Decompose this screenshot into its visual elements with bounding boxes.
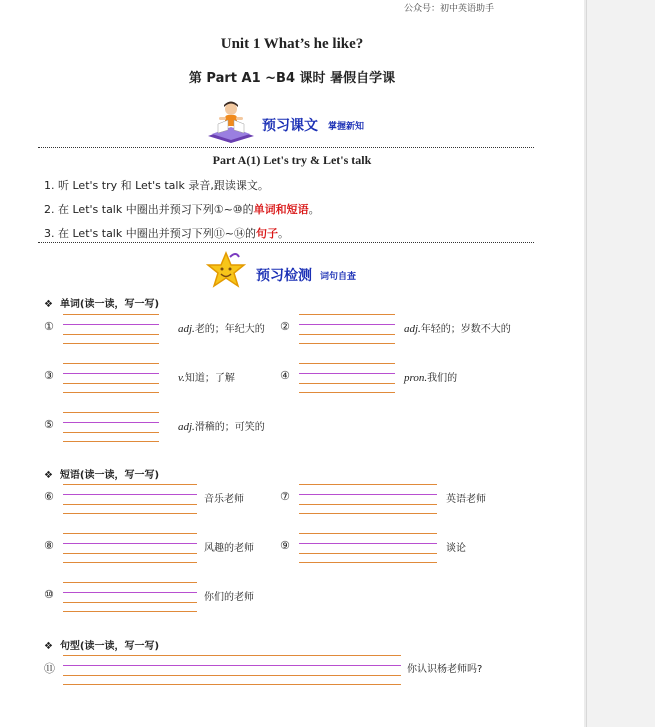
item-number: ⑨ [280,539,290,552]
writing-line [63,504,197,505]
item-number: ③ [44,369,54,382]
word-meaning [178,369,235,384]
writing-line [299,343,395,344]
writing-line [63,484,197,485]
writing-line [63,494,197,495]
writing-line [299,494,437,495]
section-label: 短语(读一读，写一写) [59,470,160,481]
writing-line [63,582,197,583]
meaning-text: 知道；了解 [184,373,235,384]
dotted-divider [38,242,534,243]
writing-line [299,373,395,374]
writing-line [63,441,159,442]
writing-line [63,533,197,534]
item-number: ⑩ [44,588,54,601]
meaning-text: 滑稽的；可笑的 [194,422,265,433]
phrase-meaning: 英语老师 [446,494,486,505]
writing-line [63,412,159,413]
item-number: ⑧ [44,539,54,552]
check-subtitle: 词句自查 [320,272,357,282]
writing-line [63,432,159,433]
writing-line [299,513,437,514]
word-meaning [404,320,511,335]
writing-line [63,363,159,364]
part-of-speech: pron. [404,372,428,384]
part-of-speech: adj. [178,421,195,433]
writing-line [63,684,401,685]
item-number: ① [44,320,54,333]
phrase-meaning: 谈论 [446,543,466,554]
phrase-meaning: 风趣的老师 [204,543,254,554]
sentence-meaning: 你认识杨老师吗? [407,664,483,675]
word-meaning [178,320,265,335]
step-highlight: 单词和短语 [253,203,309,216]
item-number: ⑤ [44,418,54,431]
writing-line [63,392,159,393]
step-highlight: 句子 [255,227,278,240]
writing-line [63,334,159,335]
writing-line [63,543,197,544]
instruction-step-2 [44,201,320,217]
writing-line [299,562,437,563]
page-subtitle: 第 Part A1 ~B4 课时 暑假自学课 [188,71,396,86]
item-number: ② [280,320,290,333]
reading-child-icon [206,100,256,144]
writing-line [63,383,159,384]
phrase-meaning: 音乐老师 [204,494,244,505]
star-icon [206,251,246,289]
section-label: 句型(读一读，写一写) [59,641,160,652]
writing-line [299,543,437,544]
writing-line [299,553,437,554]
phrases-section-heading [44,466,159,481]
step-text-end: 。 [308,203,320,216]
writing-line [63,324,159,325]
instruction-step-3 [44,225,289,241]
writing-line [63,592,197,593]
writing-line [63,562,197,563]
writing-line [63,655,401,656]
writing-line [63,373,159,374]
part-of-speech: adj. [178,323,195,335]
writing-line [63,602,197,603]
check-title: 预习检测 [256,268,312,284]
preview-subtitle: 掌握新知 [328,122,365,132]
right-side-panel [586,0,655,727]
part-of-speech: v. [178,372,185,384]
step-text-end: 。 [277,227,289,240]
page-title: Unit 1 What’s he like? [220,36,364,52]
step-text: 2. 在 Let's talk 中圈出并预习下列①~⑩的 [44,203,254,216]
item-number: ⑥ [44,490,54,503]
word-meaning [404,369,457,384]
writing-line [299,392,395,393]
part-of-speech: adj. [404,323,421,335]
word-meaning [178,418,265,433]
writing-line [299,363,395,364]
writing-line [63,422,159,423]
writing-line [63,665,401,666]
meaning-text: 年轻的；岁数不大的 [420,324,511,335]
words-section-heading [44,295,159,310]
writing-line [299,533,437,534]
sentences-section-heading [44,637,159,652]
diamond-bullet-icon: ❖ [44,299,53,310]
item-number: ⑦ [280,490,290,503]
writing-line [63,611,197,612]
preview-title: 预习课文 [262,118,318,134]
watermark-text: 公众号：初中英语助手 [403,4,494,14]
writing-line [63,314,159,315]
step-text: 3. 在 Let's talk 中圈出并预习下列⑪~⑭的 [44,227,256,240]
phrase-meaning: 你们的老师 [204,592,254,603]
writing-line [299,334,395,335]
dotted-divider [38,147,534,148]
step-text: 1. 听 Let's try 和 Let's talk 录音,跟读课文。 [44,179,269,192]
diamond-bullet-icon: ❖ [44,470,53,481]
meaning-text: 老的；年纪大的 [194,324,265,335]
writing-line [299,324,395,325]
part-heading: Part A(1) Let's try & Let's talk [212,153,372,167]
item-number: ⑪ [44,662,55,675]
meaning-text: 我们的 [427,373,458,384]
writing-line [63,675,401,676]
section-label: 单词(读一读，写一写) [59,299,160,310]
instruction-step-1 [44,177,269,193]
writing-line [299,484,437,485]
writing-line [63,513,197,514]
item-number: ④ [280,369,290,382]
writing-line [299,383,395,384]
writing-line [63,343,159,344]
writing-line [299,314,395,315]
writing-line [299,504,437,505]
diamond-bullet-icon: ❖ [44,641,53,652]
writing-line [63,553,197,554]
